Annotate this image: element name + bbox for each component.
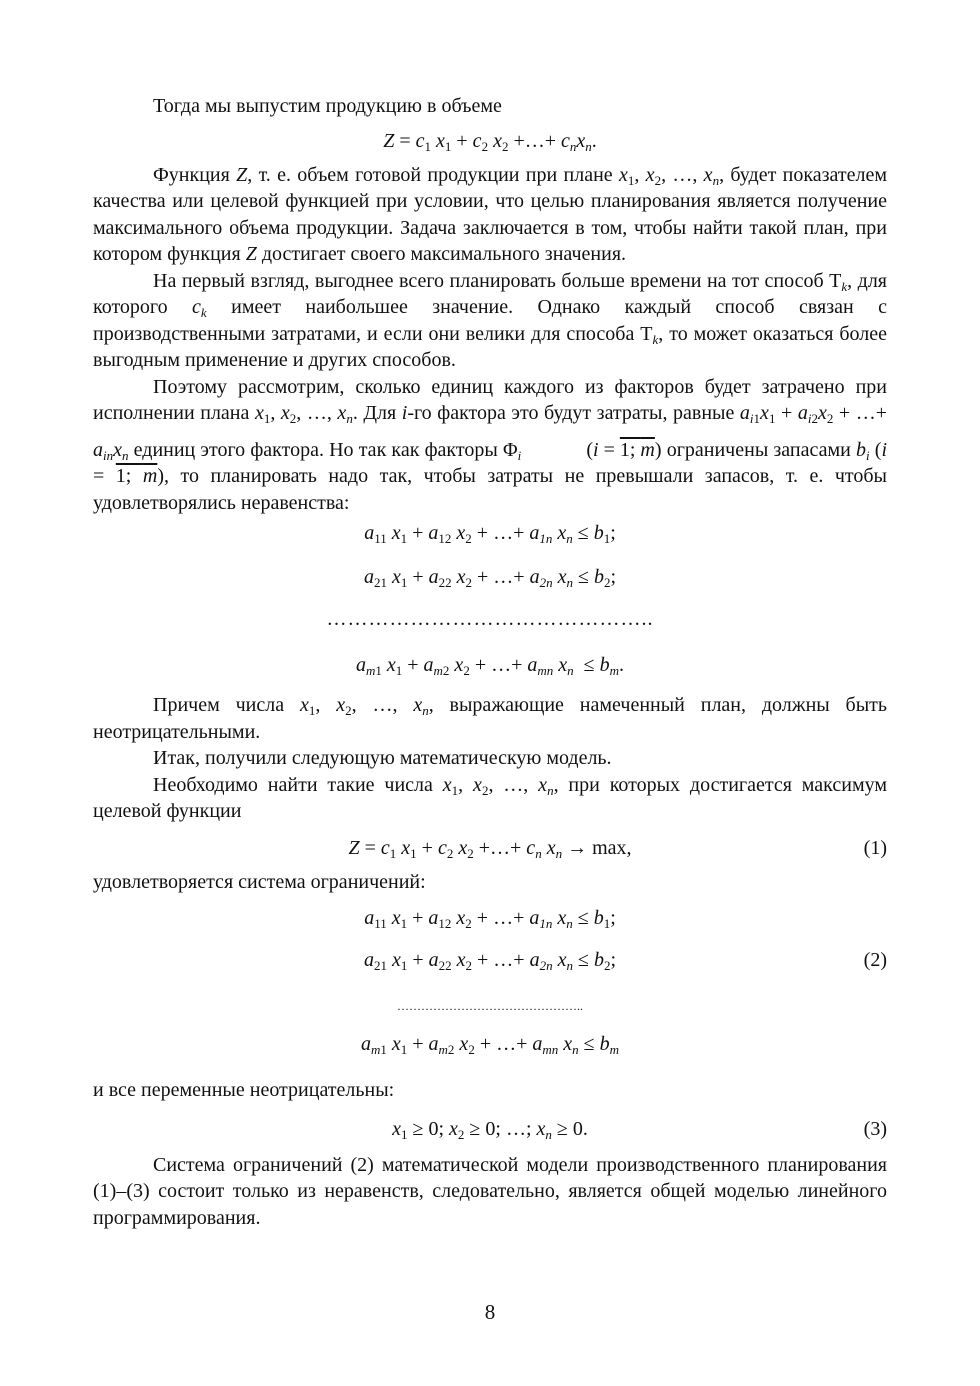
equation-nonnegativity: $x_1 \ge 0$; $x_2 \ge 0$; …; $x_n \ge 0$. (3) [392, 1117, 887, 1142]
paragraph: Тогда мы выпустим продукцию в объеме [153, 95, 502, 117]
equation-number: (1) [863, 836, 887, 859]
paragraph: Поэтому рассмотрим, сколько единиц каждого из факторов будет затрачено при исполнении плана $x_1$, $x_2$, …, $x_n$. Для i-го фактора это будут затраты, равные $a_{i1}x_1 + a_{i2}x_2$ + …+ $a_{in}x_n$ единиц этого фактора. Но так как факторы $\Phi_i$ (i = 1; m) ограничены запасами $b_i$ (i = 1; m), то планировать надо так, чтобы затраты не превышали запасов, т. е. чтобы удовлетворялись неравенства: [93, 375, 888, 514]
paragraph: удовлетворяется система ограничений: [93, 870, 426, 893]
paragraph: Система ограничений (2) математической модели производственного планирования (1)–(3) состоит только из неравенств, следовательно, является общей моделью линейного программирования. [93, 1153, 887, 1229]
paragraph: Необходимо найти такие числа $x_1$, $x_2$, …, $x_n$, при которых достигается максимум целевой функции [93, 773, 888, 822]
page-number: 8 [484, 1300, 496, 1324]
page-body [93, 93, 887, 1231]
equation-objective-function: $Z = c_1$ $x_1 + c_2$ $x_2$ +…+ $c_n$ $x_n \to \max$, (1) [348, 836, 887, 861]
paragraph: и все переменные неотрицательны: [93, 1079, 395, 1101]
inequality-system-1: $a_{11}$ $x_1 + a_{12}$ $x_2$ + …+ $a_{1n}$ $x_n \le b_1$; $a_{21}$ $x_1 + a_{22}$ $x_2$ + …+ $a_{2n}$ $x_n \le b_2$; ……………………………………….. $a_{m1}$ $x_1 + a_{m2}$ $x_2$ + …+ $a_{mn}$ $x_n \le b_m$. [326, 522, 654, 678]
equation-production-volume: $Z = c_1$ $x_1 + c_2$ $x_2$ +…+ $c_nx_n$. [383, 129, 597, 154]
equation-number: (2) [863, 949, 887, 971]
equation-number: (3) [863, 1117, 887, 1140]
inequality-system-2: $a_{11}$ $x_1 + a_{12}$ $x_2$ + …+ $a_{1n}$ $x_n \le b_1$; $a_{21}$ $x_1 + a_{22}$ $x_2$ + …+ $a_{2n}$ $x_n \le b_2$; (2) ……………………………………….. $a_{m1}$ $x_1 + a_{m2}$ $x_2$ + …+ $a_{mn}$ $x_n \le b_m$ [360, 907, 887, 1057]
paragraph: Функция Z, т. е. объем готовой продукции при плане $x_1$, $x_2$, …, $x_n$, будет показателем качества или целевой функцией при условии, что целью планирования является получение максимального объема продукции. Задача заключается в том, чтобы найти такой план, при котором функция Z достигает своего максимального значения. [93, 163, 888, 265]
paragraph: Итак, получили следующую математическую модель. [153, 747, 612, 769]
paragraph: Причем числа $x_1$, $x_2$, …, $x_n$, выражающие намеченный план, должны быть неотрицательными. [93, 694, 888, 743]
paragraph: На первый взгляд, выгоднее всего планировать больше времени на тот способ $T_k$, для которого $c_k$ имеет наибольшее значение. Однако каждый способ связан с производственными затратами, и если они велики для способа $T_k$, то может оказаться более выгодным применение и других способов. [93, 269, 887, 371]
